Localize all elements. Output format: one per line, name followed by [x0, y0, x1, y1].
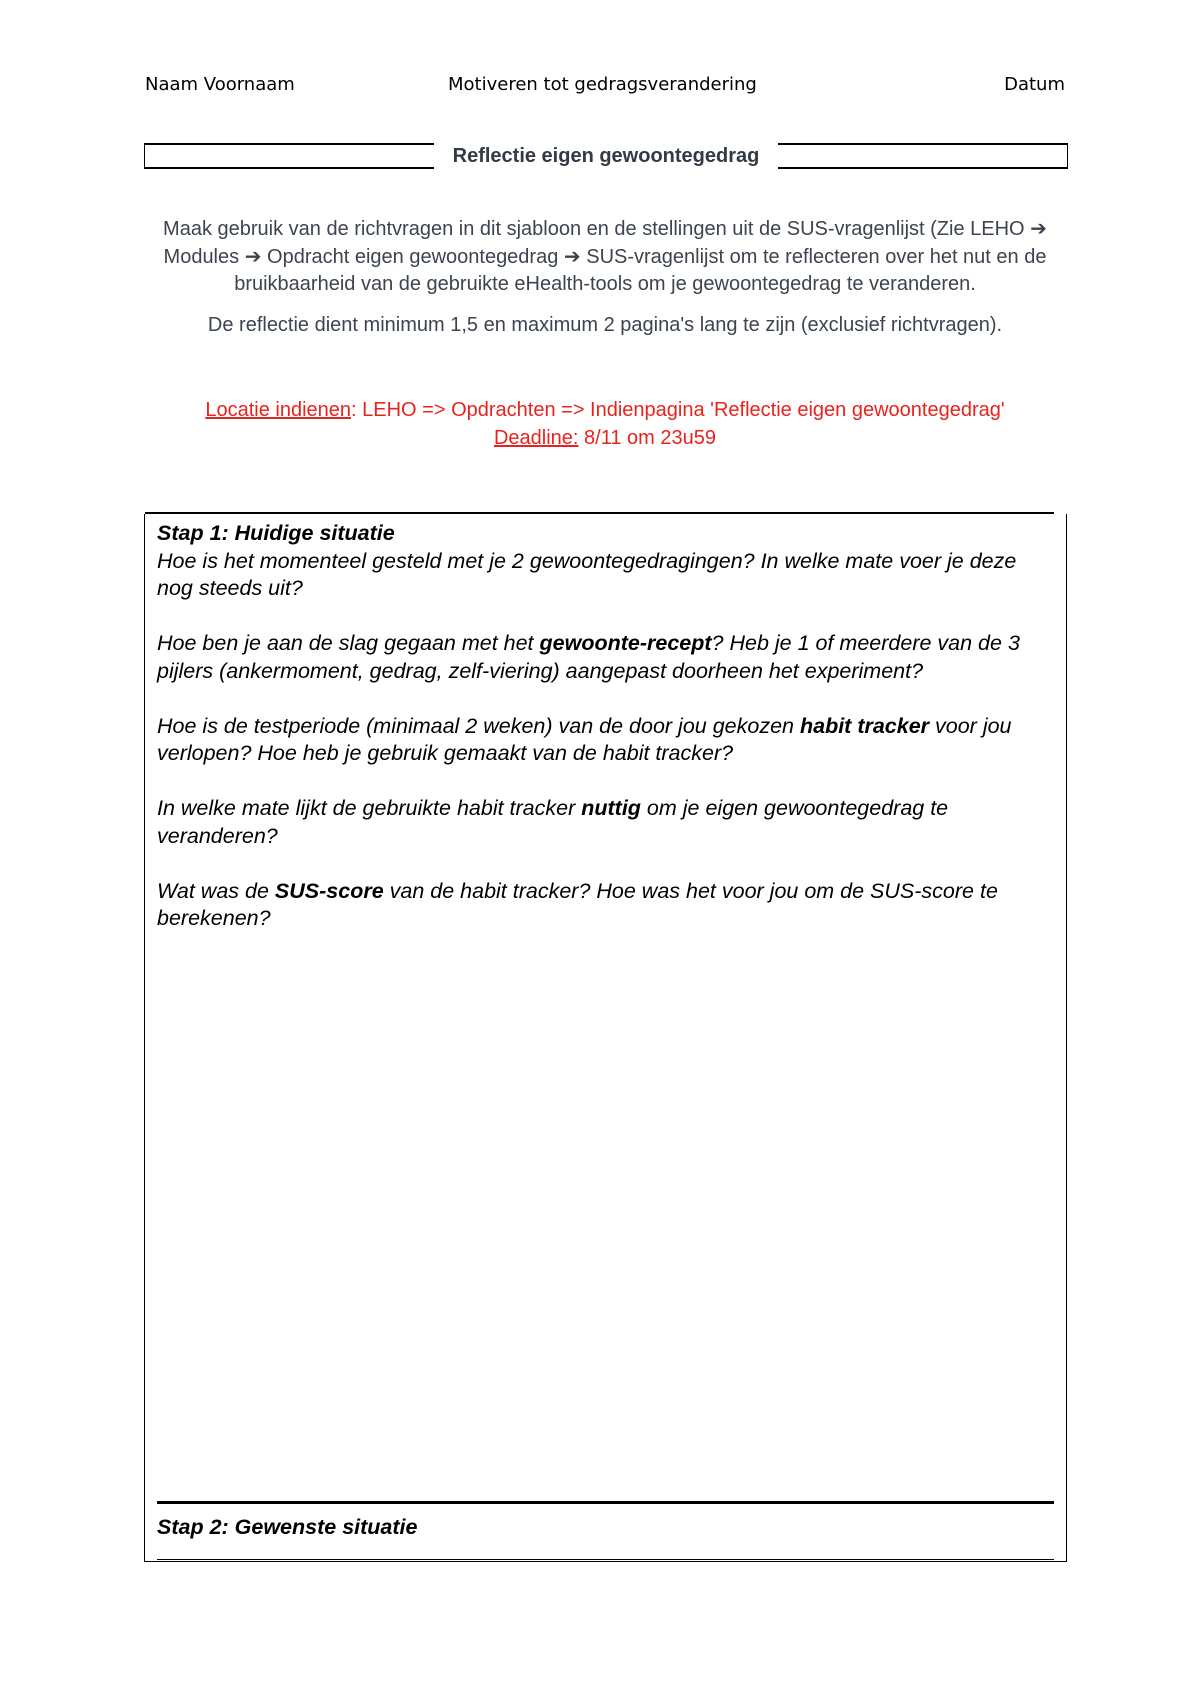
title-bar — [144, 143, 1068, 169]
step1-content — [157, 520, 1047, 933]
instructions — [150, 216, 1060, 339]
step2-box — [144, 1501, 1067, 1562]
step1-question-5: Wat was de SUS-score van de habit tracker? Hoe was het voor jou om de SUS-score te berekenen? — [157, 878, 998, 930]
deadline-label: Deadline: — [493, 427, 579, 449]
location-label: Locatie indienen — [205, 399, 352, 421]
submission-deadline: Deadline: 8/11 om 23u59 — [493, 427, 717, 449]
title-rule-left — [144, 143, 434, 169]
step1-box — [144, 514, 1067, 1501]
arrow-icon: ➔ — [244, 245, 262, 268]
header-date: Datum — [1004, 74, 1065, 95]
arrow-icon: ➔ — [1030, 218, 1047, 240]
header-course: Motiveren tot gedragsverandering — [448, 74, 757, 95]
page-header — [145, 74, 1065, 100]
step1-title: Stap 1: Huidige situatie — [157, 521, 395, 545]
document-title: Reflectie eigen gewoontegedrag — [452, 145, 760, 167]
step1-question-3: Hoe is de testperiode (minimaal 2 weken) van de door jou gekozen habit tracker voor jou verlopen? Hoe heb je gebruik gemaakt van de habit tracker? — [157, 713, 1012, 765]
arrow-icon: ➔ — [563, 245, 581, 268]
instructions-paragraph-2: De reflectie dient minimum 1,5 en maximum 2 pagina's lang te zijn (exclusief richtvragen). — [207, 313, 1003, 336]
instructions-paragraph-1: Maak gebruik van de richtvragen in dit sjabloon en de stellingen uit de SUS-vragenlijst (Zie LEHO ➔ Modules ➔ Opdracht eigen gewoontegedrag ➔ SUS-vragenlijst om te reflecteren over het nut en de bruikbaarheid van de gebruikte eHealth-tools om je gewoontegedrag te veranderen. — [163, 218, 1047, 295]
title-rule-right — [778, 143, 1068, 169]
step1-question-2: Hoe ben je aan de slag gegaan met het gewoonte-recept? Heb je 1 of meerdere van de 3 pijlers (ankermoment, gedrag, zelf-viering) aangepast doorheen het experiment? — [157, 631, 1020, 683]
submission-info — [150, 396, 1060, 452]
step2-content — [157, 1514, 1047, 1542]
step2-title: Stap 2: Gewenste situatie — [157, 1515, 418, 1539]
submission-location: Locatie indienen: LEHO => Opdrachten => Indienpagina 'Reflectie eigen gewoontegedrag' — [205, 399, 1005, 421]
step1-question-4: In welke mate lijkt de gebruikte habit tracker nuttig om je eigen gewoontegedrag te veranderen? — [157, 796, 949, 848]
step1-question-1: Hoe is het momenteel gesteld met je 2 gewoontegedragingen? In welke mate voer je deze nog steeds uit? — [157, 548, 1017, 600]
header-name: Naam Voornaam — [145, 74, 295, 95]
